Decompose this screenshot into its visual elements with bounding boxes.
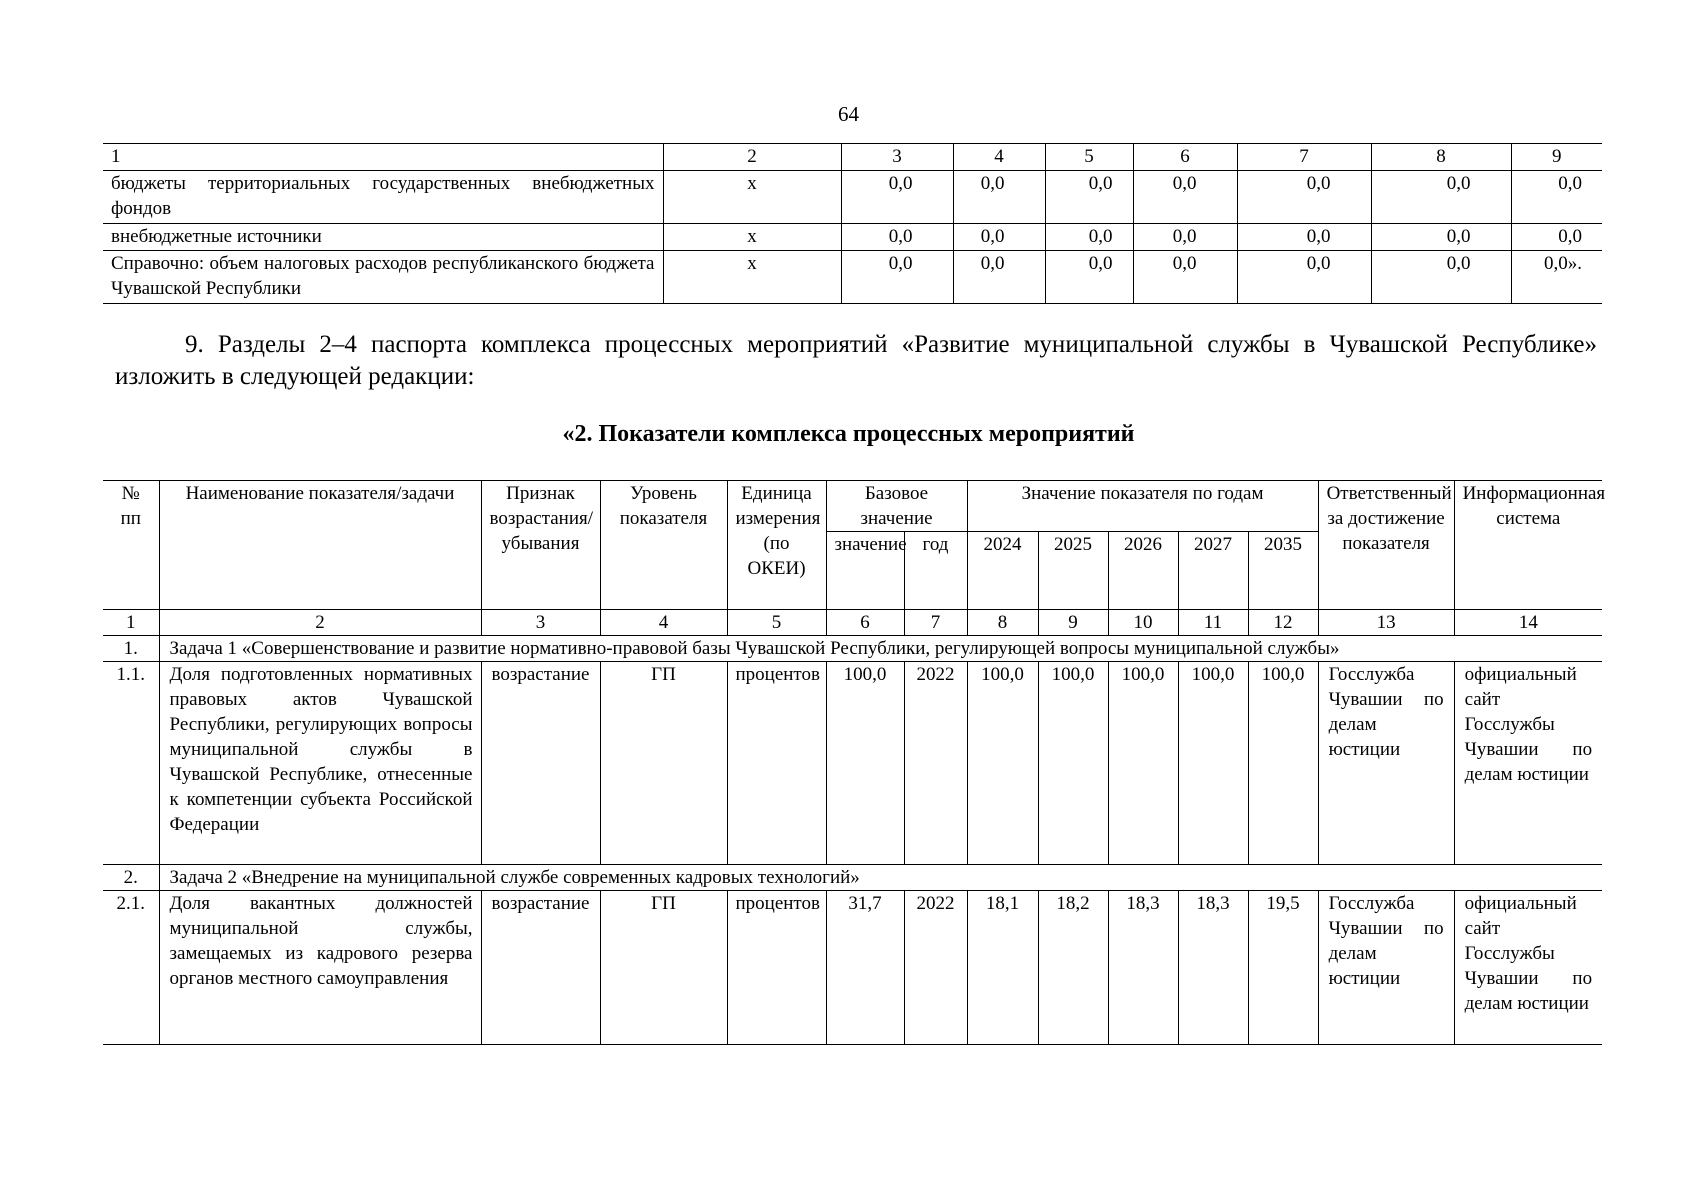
header-info-system: Информационная система	[1454, 481, 1602, 610]
row-label: внебюджетные источники	[103, 224, 663, 251]
indicator-info-system: официальный сайт Госслужбы Чувашии по делам юстиции	[1454, 662, 1602, 865]
section-heading: «2. Показатели комплекса процессных мероприятий	[562, 421, 1135, 447]
indicator-sign: возрастание	[481, 662, 600, 865]
column-number: 11	[1178, 610, 1248, 636]
cell: 0,0	[1237, 224, 1371, 251]
indicator-value: 100,0	[967, 662, 1038, 865]
table-row	[103, 224, 1602, 251]
indicator-responsible: Госслужба Чувашии по делам юстиции	[1318, 891, 1454, 1045]
row-label: бюджеты территориальных государственных внебюджетных фондов	[103, 171, 663, 224]
column-number: 8	[967, 610, 1038, 636]
indicator-value: 100,0	[1248, 662, 1318, 865]
cell: 0,0	[1237, 251, 1371, 304]
table-row	[103, 171, 1602, 224]
column-number-row	[103, 610, 1602, 636]
indicator-number: 2.1.	[103, 891, 159, 1045]
cell: 0,0	[953, 171, 1045, 224]
cell: 0,0	[1133, 171, 1237, 224]
cell: 0,0	[1133, 224, 1237, 251]
column-number: 14	[1454, 610, 1602, 636]
cell: 0,0	[1237, 171, 1371, 224]
column-number: 1	[103, 610, 159, 636]
header-cell: 7	[1237, 144, 1371, 171]
header-base-year: год	[904, 532, 967, 610]
page-number: 64	[838, 102, 859, 126]
indicator-row	[103, 891, 1602, 1045]
task-number: 1.	[103, 636, 159, 662]
table-row	[103, 251, 1602, 304]
indicator-value: 18,3	[1178, 891, 1248, 1045]
indicator-base-value: 31,7	[826, 891, 904, 1045]
indicator-info-system: официальный сайт Госслужбы Чувашии по делам юстиции	[1454, 891, 1602, 1045]
task-title: Задача 2 «Внедрение на муниципальной службе современных кадровых технологий»	[159, 865, 1602, 891]
indicator-value: 18,2	[1038, 891, 1108, 1045]
header-unit: Единица измерения (по ОКЕИ)	[727, 481, 826, 610]
column-number: 5	[727, 610, 826, 636]
indicator-number: 1.1.	[103, 662, 159, 865]
indicator-value: 19,5	[1248, 891, 1318, 1045]
cell: x	[663, 224, 841, 251]
cell: x	[663, 251, 841, 304]
header-base: Базовое значение	[826, 481, 967, 532]
indicator-value: 18,3	[1108, 891, 1178, 1045]
header-cell: 4	[953, 144, 1045, 171]
indicator-value: 100,0	[1178, 662, 1248, 865]
indicator-base-value: 100,0	[826, 662, 904, 865]
cell: 0,0	[1371, 171, 1511, 224]
header-year: 2025	[1038, 532, 1108, 610]
task-row	[103, 865, 1602, 891]
indicator-value: 18,1	[967, 891, 1038, 1045]
cell: 0,0	[841, 251, 953, 304]
cell: 0,0	[953, 224, 1045, 251]
cell: x	[663, 171, 841, 224]
header-cell: 6	[1133, 144, 1237, 171]
header-cell: 8	[1371, 144, 1511, 171]
indicator-base-year: 2022	[904, 662, 967, 865]
cell: 0,0	[841, 224, 953, 251]
indicator-base-year: 2022	[904, 891, 967, 1045]
cell: 0,0	[1045, 224, 1133, 251]
cell: 0,0	[841, 171, 953, 224]
indicator-level: ГП	[600, 891, 727, 1045]
column-number: 3	[481, 610, 600, 636]
amendment-paragraph: 9. Разделы 2–4 паспорта комплекса процессных мероприятий «Развитие муниципальной службы в Чувашской Республике» изложить в следующей редакции:	[115, 331, 1597, 390]
indicators-table	[103, 480, 1606, 1045]
cell: 0,0	[1045, 171, 1133, 224]
cell: 0,0	[1371, 224, 1511, 251]
header-level: Уровень показателя	[600, 481, 727, 610]
header-num: № пп	[103, 481, 159, 610]
column-number: 9	[1038, 610, 1108, 636]
indicator-value: 100,0	[1038, 662, 1108, 865]
header-sign: Признак возрастания/убывания	[481, 481, 600, 610]
column-number: 6	[826, 610, 904, 636]
header-years-group: Значение показателя по годам	[967, 481, 1318, 532]
indicator-sign: возрастание	[481, 891, 600, 1045]
indicator-responsible: Госслужба Чувашии по делам юстиции	[1318, 662, 1454, 865]
cell: 0,0	[953, 251, 1045, 304]
indicator-unit: процентов	[727, 891, 826, 1045]
indicator-row	[103, 662, 1602, 865]
header-cell: 9	[1511, 144, 1602, 171]
column-number: 10	[1108, 610, 1178, 636]
cell: 0,0	[1511, 224, 1602, 251]
budget-continuation-table	[103, 143, 1602, 304]
indicator-name: Доля вакантных должностей муниципальной службы, замещаемых из кадрового резерва органов местного самоуправления	[159, 891, 481, 1045]
header-name: Наименование показателя/задачи	[159, 481, 481, 610]
task-row	[103, 636, 1602, 662]
header-cell: 2	[663, 144, 841, 171]
column-number: 12	[1248, 610, 1318, 636]
header-year: 2035	[1248, 532, 1318, 610]
header-cell: 1	[103, 144, 663, 171]
header-year: 2026	[1108, 532, 1178, 610]
cell: 0,0	[1045, 251, 1133, 304]
column-number: 7	[904, 610, 967, 636]
column-number: 4	[600, 610, 727, 636]
task-title: Задача 1 «Совершенствование и развитие нормативно-правовой базы Чувашской Республики, регулирующей вопросы муниципальной службы»	[159, 636, 1602, 662]
header-year: 2024	[967, 532, 1038, 610]
task-number: 2.	[103, 865, 159, 891]
cell: 0,0».	[1511, 251, 1602, 304]
header-row	[103, 481, 1602, 532]
column-number: 13	[1318, 610, 1454, 636]
column-number-row	[103, 144, 1602, 171]
indicator-unit: процентов	[727, 662, 826, 865]
cell: 0,0	[1133, 251, 1237, 304]
cell: 0,0	[1371, 251, 1511, 304]
cell: 0,0	[1511, 171, 1602, 224]
indicator-level: ГП	[600, 662, 727, 865]
indicator-value: 100,0	[1108, 662, 1178, 865]
row-label: Справочно: объем налоговых расходов республиканского бюджета Чувашской Республики	[103, 251, 663, 304]
header-responsible: Ответственный за достижение показателя	[1318, 481, 1454, 610]
header-cell: 3	[841, 144, 953, 171]
header-year: 2027	[1178, 532, 1248, 610]
column-number: 2	[159, 610, 481, 636]
header-base-value: значение	[826, 532, 904, 610]
indicator-name: Доля подготовленных нормативных правовых актов Чувашской Республики, регулирующих вопросы муниципальной службы в Чувашской Республике, отнесенные к компетенции субъекта Российской Федерации	[159, 662, 481, 865]
header-cell: 5	[1045, 144, 1133, 171]
